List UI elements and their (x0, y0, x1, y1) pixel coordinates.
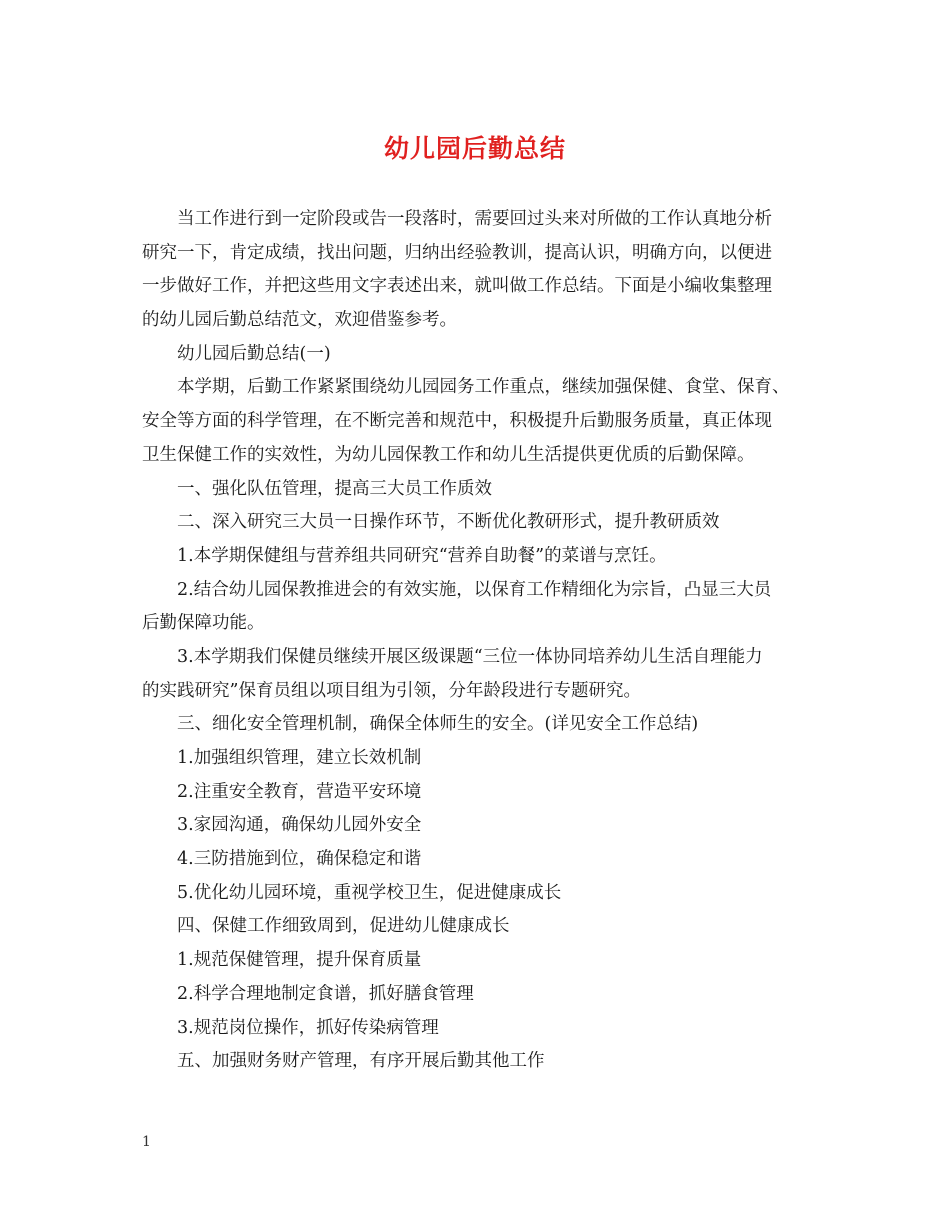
text-line: 1.加强组织管理，建立长效机制 (177, 748, 422, 768)
text-line: 的幼儿园后勤总结范文，欢迎借鉴参考。 (142, 310, 457, 331)
text-line: 一步做好工作，并把这些用文字表述出来，就叫做工作总结。下面是小编收集整理 (142, 276, 772, 297)
text-line: 当工作进行到一定阶段或告一段落时，需要回过头来对所做的工作认真地分析 (177, 209, 772, 229)
page-number: 1 (142, 1134, 151, 1150)
text-line: 3.家园沟通，确保幼儿园外安全 (177, 815, 422, 836)
text-line: 幼儿园后勤总结(一) (177, 343, 331, 364)
text-line: 安全等方面的科学管理，在不断完善和规范中，积极提升后勤服务质量，真正体现 (142, 411, 772, 432)
text-line: 1.规范保健管理，提升保育质量 (177, 950, 422, 971)
text-line: 1.本学期保健组与营养组共同研究“营养自助餐”的菜谱与烹饪。 (177, 545, 667, 566)
text-line: 五、加强财务财产管理，有序开展后勤其他工作 (177, 1051, 545, 1072)
text-line: 卫生保健工作的实效性，为幼儿园保教工作和幼儿生活提供更优质的后勤保障。 (142, 444, 755, 465)
text-line: 本学期，后勤工作紧紧围绕幼儿园园务工作重点，继续加强保健、食堂、保育、 (177, 377, 790, 398)
text-line: 四、保健工作细致周到，促进幼儿健康成长 (177, 916, 510, 937)
text-line: 5.优化幼儿园环境，重视学校卫生，促进健康成长 (177, 882, 562, 903)
text-line: 2.科学合理地制定食谱，抓好膳食管理 (177, 983, 474, 1004)
text-line: 后勤保障功能。 (142, 613, 265, 634)
text-line: 的实践研究”保育员组以项目组为引领，分年龄段进行专题研究。 (142, 680, 641, 701)
text-line: 3.规范岗位操作，抓好传染病管理 (177, 1017, 439, 1038)
document-title: 幼儿园后勤总结 (383, 134, 566, 163)
text-line: 一、强化队伍管理，提高三大员工作质效 (177, 478, 492, 499)
text-line: 研究一下，肯定成绩，找出问题，归纳出经验教训，提高认识，明确方向，以便进 (142, 242, 772, 263)
text-line: 4.三防措施到位，确保稳定和谐 (177, 849, 422, 870)
text-line: 三、细化安全管理机制，确保全体师生的安全。(详见安全工作总结) (177, 714, 699, 735)
text-line: 2.注重安全教育，营造平安环境 (177, 781, 422, 802)
document-body (142, 203, 822, 1079)
text-line: 二、深入研究三大员一日操作环节，不断优化教研形式，提升教研质效 (177, 512, 720, 533)
text-line: 2.结合幼儿园保教推进会的有效实施，以保育工作精细化为宗旨，凸显三大员 (177, 579, 772, 600)
text-line: 3.本学期我们保健员继续开展区级课题“三位一体协同培养幼儿生活自理能力 (177, 646, 763, 667)
